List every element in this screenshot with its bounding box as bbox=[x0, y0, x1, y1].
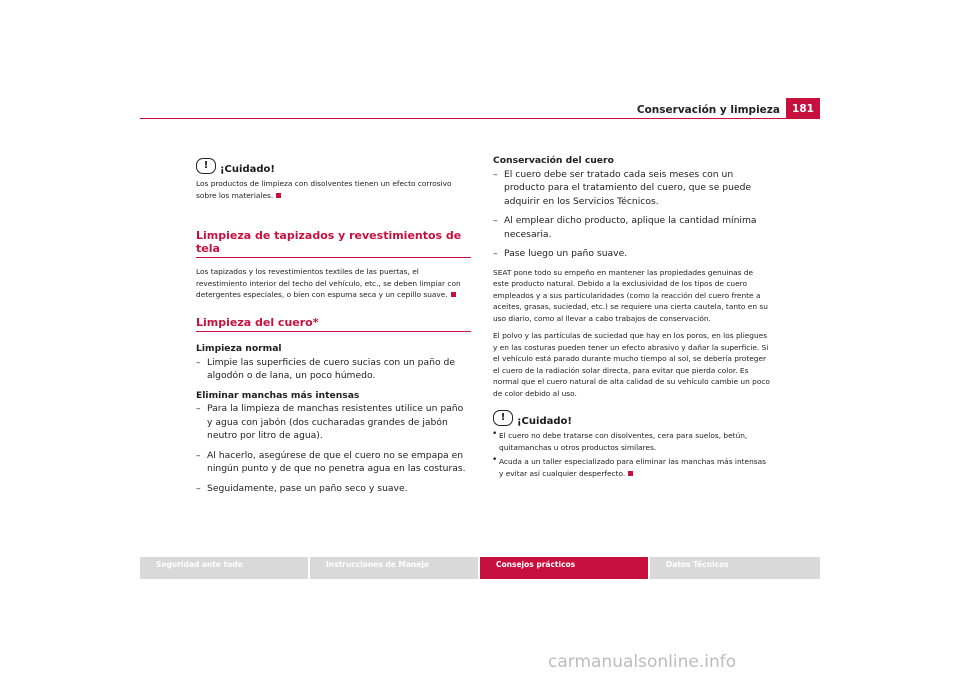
page-number: 181 bbox=[786, 98, 820, 118]
caution-title: ¡Cuidado! bbox=[517, 416, 572, 427]
caution-icon: ! bbox=[493, 410, 513, 426]
step-item: – Limpie las superficies de cuero sucias con un paño de algodón o de lana, un poco húmedo. bbox=[196, 356, 471, 383]
upholstery-text bbox=[196, 266, 471, 301]
step-item: – Para la limpieza de manchas resistentes utilice un paño y agua con jabón (dos cucharadas grandes de jabón neutro por litro de agua). bbox=[196, 402, 471, 443]
step-item: – El cuero debe ser tratado cada seis meses con un producto para el tratamiento del cuero, que se puede adquirir en los Servicios Técnicos. bbox=[493, 168, 770, 209]
care-title: Conservación del cuero bbox=[493, 155, 614, 166]
section-rule bbox=[196, 331, 471, 332]
upholstery-text-content: Los tapizados y los revestimientos textiles de las puertas, el revestimiento interior del techo del vehículo, etc., se deben limpiar con detergentes especiales, o bien con espuma seca y un cepillo suave. bbox=[196, 267, 461, 299]
step-item: – Al hacerlo, asegúrese de que el cuero no se empapa en ningún punto y de que no penetra agua en las costuras. bbox=[196, 449, 471, 476]
left-caution-box bbox=[196, 158, 471, 201]
caution-text bbox=[196, 178, 471, 201]
header-rule bbox=[140, 118, 820, 119]
tab-seguridad[interactable]: Seguridad ante todo bbox=[140, 557, 308, 579]
caution-icon: ! bbox=[196, 158, 216, 174]
right-caution-box bbox=[493, 410, 770, 482]
step-item: – Seguidamente, pase un paño seco y suave. bbox=[196, 482, 471, 496]
leather-heading: Limpieza del cuero* bbox=[196, 316, 319, 329]
tab-consejos[interactable]: Consejos prácticos bbox=[480, 557, 648, 579]
leather-care-section bbox=[493, 154, 770, 405]
caution-bullet-text: Acuda a un taller especializado para eliminar las manchas más intensas y evitar así cualquier desperfecto. bbox=[499, 457, 767, 478]
end-mark-icon bbox=[628, 471, 633, 476]
info-paragraph: SEAT pone todo su empeño en mantener las propiedades genuinas de este producto natural. Debido a la exclusividad de los tipos de cuero empleados y a sus particularidades (como la reacción del cuero frente a aceites, grasas, suciedad, etc.) se requiere una cierta cautela, tanto en su uso diario, como al llevar a cabo trabajos de conservación. bbox=[493, 267, 768, 323]
section-rule bbox=[196, 257, 471, 258]
caution-bullet bbox=[493, 456, 770, 479]
caution-bullet: • El cuero no debe tratarse con disolventes, cera para suelos, betún, quitamanchas u otros productos similares. bbox=[493, 430, 770, 453]
stains-title: Eliminar manchas más intensas bbox=[196, 389, 360, 401]
caution-text-content: Los productos de limpieza con disolventes tienen un efecto corrosivo sobre los materiales. bbox=[196, 179, 452, 200]
tab-datos-tecnicos[interactable]: Datos Técnicos bbox=[650, 557, 820, 579]
caution-title: ¡Cuidado! bbox=[220, 164, 275, 175]
section-title: Conservación y limpieza bbox=[636, 104, 780, 116]
tab-instrucciones[interactable]: Instrucciones de Manejo bbox=[310, 557, 478, 579]
end-mark-icon bbox=[451, 292, 456, 297]
upholstery-heading: Limpieza de tapizados y revestimientos de tela bbox=[196, 229, 462, 255]
step-item: – Pase luego un paño suave. bbox=[493, 247, 770, 261]
normal-cleaning-title: Limpieza normal bbox=[196, 343, 282, 354]
info-paragraph: El polvo y las partículas de suciedad que hay en los poros, en los pliegues y en las costuras pueden tener un efecto abrasivo y dañar la superficie. Si el vehículo está parado durante mucho tiempo al sol, se debería proteger el cuero de la radiación solar directa, para evitar que pierda color. Es normal que el cuero natural de alta calidad de su vehículo cambie un poco de color debido al uso. bbox=[493, 331, 770, 398]
upholstery-section bbox=[196, 229, 471, 301]
end-mark-icon bbox=[276, 193, 281, 198]
step-item: – Al emplear dicho producto, aplique la cantidad mínima necesaria. bbox=[493, 214, 770, 241]
watermark: carmanualsonline.info bbox=[548, 652, 737, 672]
leather-section bbox=[196, 316, 471, 501]
